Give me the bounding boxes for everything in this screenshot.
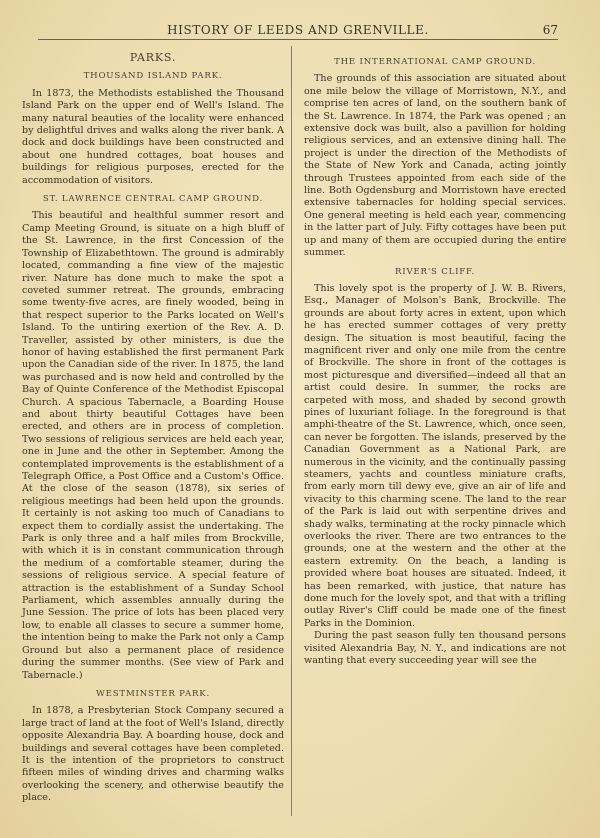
paragraph-international-camp-ground: The grounds of this association are situated about one mile below the village of Morristown, N.Y., and comprise ten acres of land, on the southern bank of the St. Lawrence. In 1874, the Park was opened ; an extensive dock was built, also a pavillion for holding religious services, and an extensive dining hall. The project is under the direction of the Methodists of the State of New York and Canada, acting jointly through Trustees appointed from each side of the line. Both Ogdensburg and Morristown have erected extensive tabernacles for holding special services. One general meeting is held each year, commencing in the latter part of July. Fifty cottages have been put up and many of them are occupied during the entire summer. xyxy=(304,73,566,259)
section-heading-westminster-park: WESTMINSTER PARK. xyxy=(96,688,210,699)
paragraph-rivers-cliff-continued: During the past season fully ten thousand persons visited Alexandria Bay, N. Y., and indications are not wanting that every succeeding year will see the xyxy=(304,630,566,667)
column-divider xyxy=(291,46,292,816)
header-title: HISTORY OF LEEDS AND GRENVILLE. xyxy=(167,23,429,37)
paragraph-thousand-island-park: In 1873, the Methodists established the Thousand Island Park on the upper end of Well's Island. The many natural beauties of the locality were enhanced by delightful drives and walks along the river bank. A dock and dock buildings have been constructed and about one hundred cottages, boat houses and buildings for religious purposes, erected for the accommodation of visitors. xyxy=(22,87,284,186)
running-header xyxy=(38,21,558,40)
page-number: 67 xyxy=(542,23,558,37)
paragraph-st-lawrence-camp-ground: This beautiful and healthful summer resort and Camp Meeting Ground, is situate on a high bluff of the St. Lawrence, in the first Concession of the Township of Elizabethtown. The ground is admirably located, commanding a fine view of the majestic river. Nature has done much to make the spot a coveted summer retreat. The grounds, embracing some twenty-five acres, are finely wooded, being in that respect superior to the Parks located on Well's Island. To the untiring exertion of the Rev. A. D. Traveller, assisted by other ministers, is due the honor of having established the first permanent Park upon the Canadian side of the river. In 1875, the land was purchased and is now held and controlled by the Bay of Quinte Conference of the Methodist Episcopal Church. A spacious Tabernacle, a Boarding House and about thirty beautiful Cottages have been erected, and others are in process of completion. Two sessions of religious services are held each year, one in June and the other in September. Among the contemplated improvements is the establishment of a Telegraph Office, a Post Office and a Custom's Office. At the close of the season (1878), six series of religious meetings had been held upon the grounds. It certainly is not asking too much of Canadians to expect them to cordially assist the undertaking. The Park is only three and a half miles from Brockville, with which it is in constant communication through the medium of a comfortable steamer, during the sessions of religious service. A special feature of attraction is the establishment of a Sunday School Parliament, which assembles annually during the June Session. The price of lots has been placed very low, to enable all classes to secure a summer home, the intention being to make the Park not only a Camp Ground but also a permanent place of residence during the summer months. (See view of Park and Tabernacle.) xyxy=(22,210,284,681)
section-heading-parks: PARKS. xyxy=(129,51,177,64)
left-column xyxy=(22,50,284,805)
paragraph-rivers-cliff: This lovely spot is the property of J. W. B. Rivers, Esq., Manager of Molson's Bank, Brockville. The grounds are about forty acres in extent, upon which he has erected summer cottages of very pretty design. The situation is most beautiful, facing the magnificent river and only one mile from the centre of Brockville. The shore in front of the cottages is most picturesque and diversified—indeed all that an artist could desire. In summer, the rocks are carpeted with moss, and shaded by second growth pines of luxuriant foliage. In the foreground is that amphi-theatre of the St. Lawrence, which, once seen, can never be forgotten. The islands, preserved by the Canadian Government as a National Park, are numerous in the vicinity, and the continually passing steamers, yachts and countless miniature crafts, from early morn till dewy eve, give an air of life and vivacity to this charming scene. The land to the rear of the Park is laid out with serpentine drives and shady walks, terminating at the rocky pinnacle which overlooks the river. There are two entrances to the grounds, one at the western and the other at the eastern extremity. On the beach, a landing is provided where boat houses are situated. Indeed, it has been remarked, with justice, that nature has done much for the lovely spot, and that with a trifling outlay River's Cliff could be made one of the finest Parks in the Dominion. xyxy=(304,282,566,629)
section-heading-international-camp-ground: THE INTERNATIONAL CAMP GROUND. xyxy=(334,57,536,67)
section-heading-rivers-cliff: RIVER'S CLIFF. xyxy=(395,266,475,277)
section-heading-st-lawrence-camp-ground: ST. LAWRENCE CENTRAL CAMP GROUND. xyxy=(42,194,264,205)
paragraph-westminster-park: In 1878, a Presbyterian Stock Company secured a large tract of land at the foot of Well's Island, directly opposite Alexandria Bay. A boarding house, dock and buildings and several cottages have been completed. It is the intention of the proprietors to construct fifteen miles of winding drives and charming walks overlooking the scenery, and otherwise beautify the place. xyxy=(22,705,284,804)
section-heading-thousand-island-park: THOUSAND ISLAND PARK. xyxy=(83,71,223,82)
right-column xyxy=(304,50,566,668)
